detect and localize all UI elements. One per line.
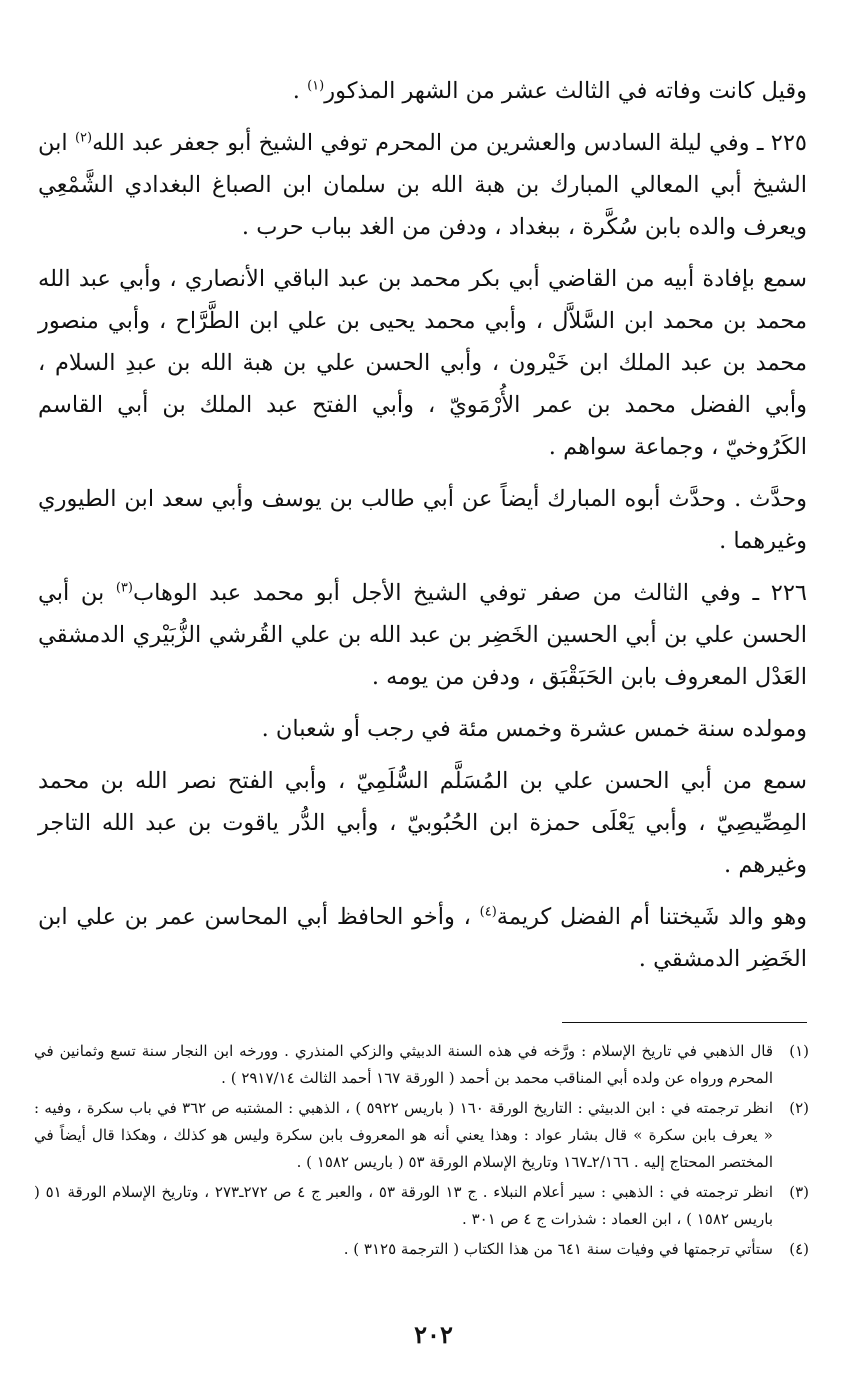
footnote-ref[interactable]: (٢) <box>74 130 93 146</box>
footnote <box>34 1179 809 1233</box>
footnote-number: (١) <box>789 1042 809 1060</box>
paragraph: ٢٢٦ ـ وفي الثالث من صفر توفي الشيخ الأجل أبو محمد عبد الوهاب$^{(٣)}$ بن أبي الحسن علي بن أبي الحسين الخَضِر بن عبد الله بن علي القُرشي الزُّبَيْري الدمشقي العَدْل المعروف بابن الحَبَقْبَق ، ودفن من يومه . <box>38 580 807 690</box>
footnote-number: (٢) <box>789 1099 809 1117</box>
footnote-text: انظر ترجمته في : الذهبي : سير أعلام النبلاء . ج ١٣ الورقة ٥٣ ، والعبر ج ٤ ص ٢٧٢ـ٢٧٣ ، وتاريخ الإسلام الورقة ٥١ ( باريس ١٥٨٢ ) ، ابن العماد : شذرات ج ٤ ص ٣٠١ . <box>34 1183 774 1228</box>
footnote-ref[interactable]: (١) <box>307 78 325 94</box>
footnote-text: ستأتي ترجمتها في وفيات سنة ٦٤١ من هذا الكتاب ( الترجمة ٣١٢٥ ) . <box>343 1240 773 1258</box>
footnote-number: (٣) <box>789 1183 809 1201</box>
footnote-text: انظر ترجمته في : ابن الدبيثي : التاريخ الورقة ١٦٠ ( باريس ٥٩٢٢ ) ، الذهبي : المشتبه ص ٣٦٢ في باب سكرة ، وفيه : « يعرف بابن سكرة » قال بشار عواد : وهذا يعني أنه هو المعروف بابن سكرة وليس هو كذلك ، وهكذا قال أيضاً في المختصر المحتاج إليه . ٢/١٦٦ـ١٦٧ وتاريخ الإسلام الورقة ٥٣ ( باريس ١٥٨٢ ) . <box>34 1099 773 1171</box>
footnote-text: قال الذهبي في تاريخ الإسلام : ورَّخه في هذه السنة الدبيثي والزكي المنذري . وورخه ابن النجار سنة تسع وثمانين في المحرم ورواه عن ولده أبي المناقب محمد بن أحمد ( الورقة ١٦٧ أحمد الثالث ٢٩١٧/١٤ ) . <box>34 1042 773 1087</box>
footnote <box>34 1095 809 1176</box>
footnote-separator <box>562 1022 807 1023</box>
paragraph: سمع بإفادة أبيه من القاضي أبي بكر محمد بن عبد الباقي الأنصاري ، وأبي عبد الله محمد بن محمد ابن السَّلاَّل ، وأبي محمد يحيى بن علي ابن الطَّرَّاح ، وأبي منصور محمد بن عبد الملك ابن خَيْرون ، وأبي الحسن علي بن هبة الله بن عبدِ السلام ، وأبي الفضل محمد بن عمر الأُرْمَويّ ، وأبي الفتح عبد الملك بن أبي القاسم الكَرُوخيّ ، وجماعة سواهم . <box>38 266 807 460</box>
body-text <box>38 70 807 980</box>
footnote <box>34 1038 809 1092</box>
page-number: ٢٠٢ <box>414 1320 453 1349</box>
paragraph: سمع من أبي الحسن علي بن المُسَلَّم السُّلَمِيّ ، وأبي الفتح نصر الله بن محمد المِصِّيصِيّ ، وأبي يَعْلَى حمزة ابن الحُبُوبيّ ، وأبي الدُّر ياقوت بن عبد الله التاجر وغيرهم . <box>38 768 807 878</box>
paragraph: وهو والد شَيختنا أم الفضل كريمة$^{(٤)}$ ، وأخو الحافظ أبي المحاسن عمر بن علي ابن الخَضِر الدمشقي . <box>38 904 807 972</box>
footnotes <box>34 1038 809 1266</box>
footnote-number: (٤) <box>789 1240 809 1258</box>
footnote-ref[interactable]: (٤) <box>479 904 497 920</box>
footnote <box>34 1236 809 1263</box>
footnote-ref[interactable]: (٣) <box>115 580 133 596</box>
paragraph: وقيل كانت وفاته في الثالث عشر من الشهر المذكور$^{(١)}$ . <box>292 78 807 104</box>
paragraph: وحدَّث . وحدَّث أبوه المبارك أيضاً عن أبي طالب بن يوسف وأبي سعد ابن الطيوري وغيرهما . <box>38 486 807 554</box>
paragraph: ٢٢٥ ـ وفي ليلة السادس والعشرين من المحرم توفي الشيخ أبو جعفر عبد الله$^{(٢)}$ ابن الشيخ أبي المعالي المبارك بن هبة الله بن سلمان ابن الصباغ البغدادي الشَّمْعِي ويعرف والده بابن سُكَّرة ، ببغداد ، ودفن من الغد بباب حرب . <box>38 130 808 240</box>
paragraph: ومولده سنة خمس عشرة وخمس مئة في رجب أو شعبان . <box>261 716 807 742</box>
